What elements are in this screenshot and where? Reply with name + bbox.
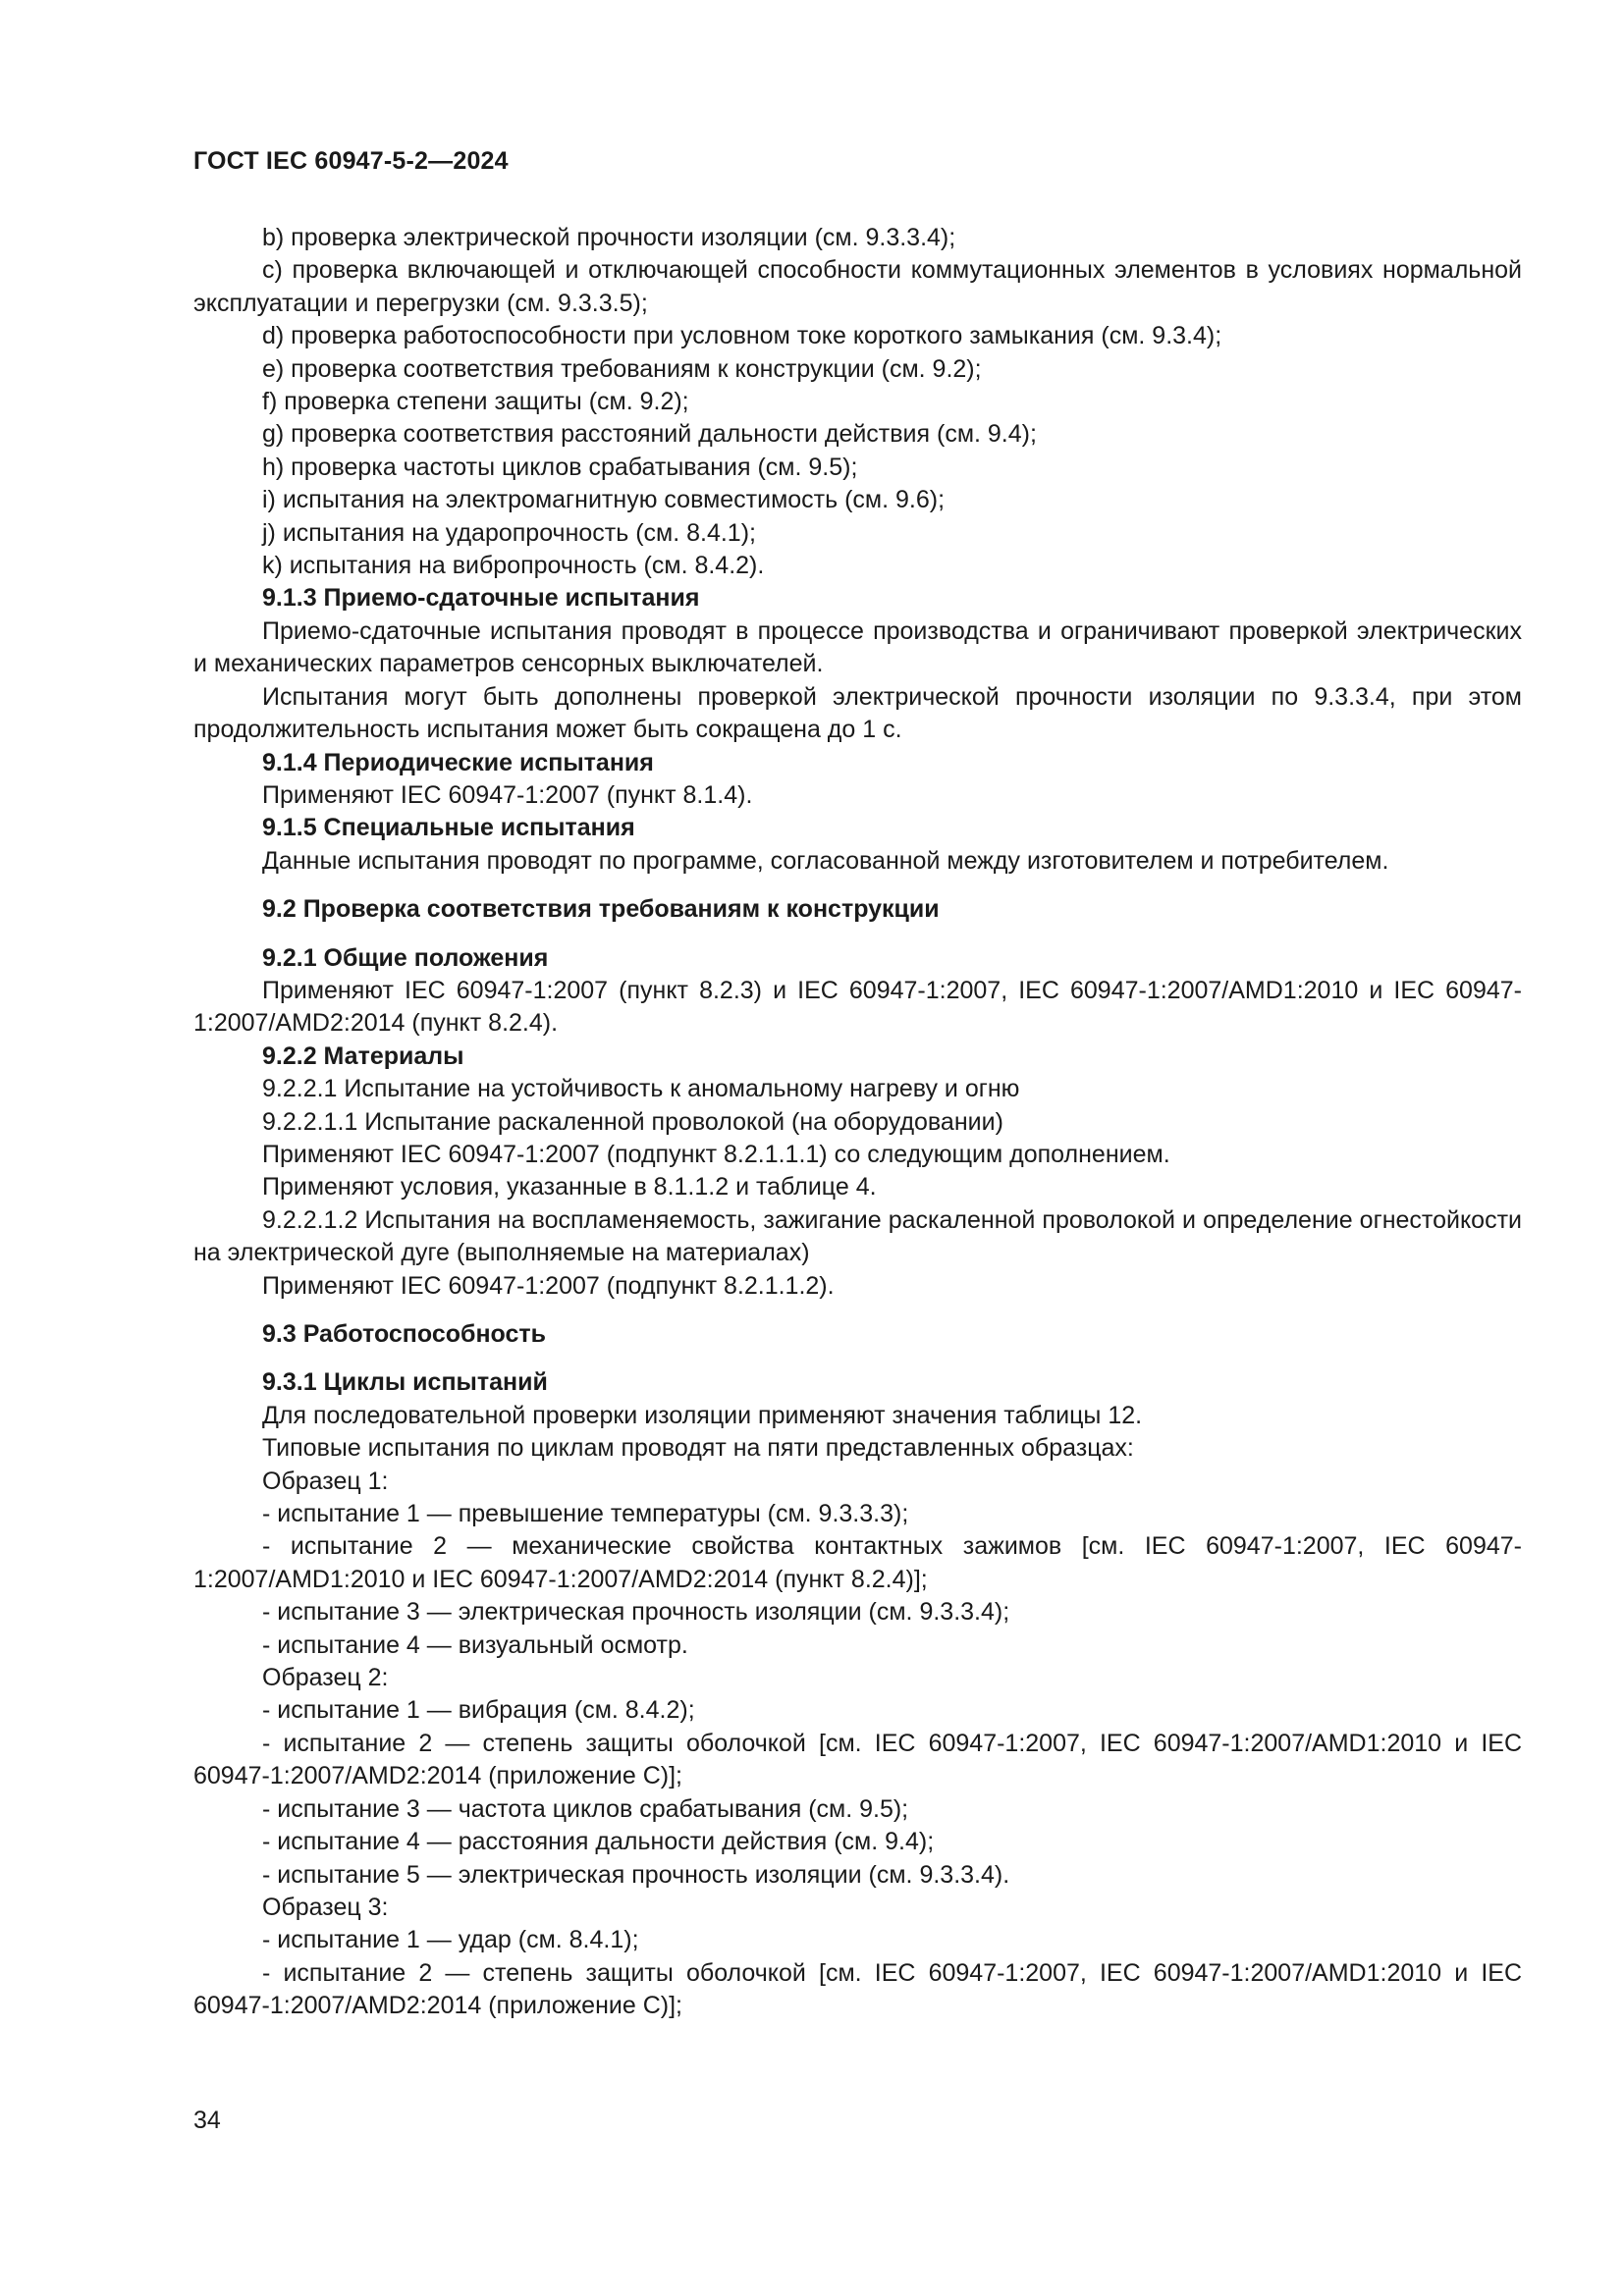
list-item: - испытание 4 — расстояния дальности действия (см. 9.4); — [262, 1828, 935, 1856]
list-item: - испытание 1 — вибрация (см. 8.4.2); — [262, 1696, 695, 1725]
list-item-b: b) проверка электрической прочности изоляции (см. 9.3.3.4); — [262, 224, 956, 251]
section-heading-9-2: 9.2 Проверка соответствия требованиям к конструкции — [262, 895, 940, 924]
subsection-title: 9.2.2.1 Испытание на устойчивость к аномальному нагреву и огню — [262, 1075, 1020, 1103]
list-item: - испытание 1 — превышение температуры (см. 9.3.3.3); — [262, 1500, 909, 1528]
paragraph: Применяют условия, указанные в 8.1.1.2 и таблице 4. — [262, 1173, 877, 1201]
section-heading-9-3-1: 9.3.1 Циклы испытаний — [262, 1368, 548, 1397]
paragraph: Применяют IEC 60947-1:2007 (подпункт 8.2.1.1.2). — [262, 1271, 835, 1300]
list-item: - испытание 2 — механические свойства контактных зажимов [см. IEC 60947-1:2007, IEC 60947-1:2007/AMD1:2010 и IEC 60947-1:2007/AMD2:2014 (пункт 8.2.4)]; — [193, 1532, 1522, 1593]
list-item: - испытание 2 — степень защиты оболочкой [см. IEC 60947-1:2007, IEC 60947-1:2007/AMD1:2010 и IEC 60947-1:2007/AMD2:2014 (приложение С)]; — [193, 1958, 1522, 2020]
paragraph: Данные испытания проводят по программе, согласованной между изготовителем и потребителем. — [262, 846, 1389, 875]
list-item-h: h) проверка частоты циклов срабатывания (см. 9.5); — [262, 453, 858, 481]
list-item-c: c) проверка включающей и отключающей способности коммутационных элементов в условиях нормальной эксплуатации и перегрузки (см. 9.3.3.5); — [193, 256, 1522, 317]
document-header: ГОСТ IEC 60947-5-2—2024 — [193, 147, 509, 175]
paragraph: Применяют IEC 60947-1:2007 (пункт 8.2.3) и IEC 60947-1:2007, IEC 60947-1:2007/AMD1:2010 и IEC 60947-1:2007/AMD2:2014 (пункт 8.2.4). — [193, 976, 1522, 1038]
paragraph: 9.2.2.1.2 Испытания на воспламеняемость, зажигание раскаленной проволокой и определение огнестойкости на электрической дуге (выполняемые на материалах) — [193, 1205, 1522, 1267]
section-heading-9-2-1: 9.2.1 Общие положения — [262, 943, 549, 972]
list-item: - испытание 3 — электрическая прочность изоляции (см. 9.3.3.4); — [262, 1598, 1010, 1627]
list-item-i: i) испытания на электромагнитную совместимость (см. 9.6); — [262, 486, 946, 514]
list-item: - испытание 5 — электрическая прочность изоляции (см. 9.3.3.4). — [262, 1860, 1010, 1889]
paragraph: Применяют IEC 60947-1:2007 (подпункт 8.2.1.1.1) со следующим дополнением. — [262, 1140, 1170, 1168]
list-item-e: e) проверка соответствия требованиям к конструкции (см. 9.2); — [262, 354, 982, 383]
list-item-f: f) проверка степени защиты (см. 9.2); — [262, 388, 689, 416]
sample-label: Образец 3: — [262, 1893, 389, 1921]
section-heading-9-3: 9.3 Работоспособность — [262, 1320, 547, 1348]
section-heading-9-2-2: 9.2.2 Материалы — [262, 1041, 464, 1070]
list-item-j: j) испытания на ударопрочность (см. 8.4.1); — [262, 518, 756, 547]
list-item-d: d) проверка работоспособности при условном токе короткого замыкания (см. 9.3.4); — [262, 322, 1222, 350]
list-item: - испытание 3 — частота циклов срабатывания (см. 9.5); — [262, 1794, 909, 1823]
paragraph: Приемо-сдаточные испытания проводят в процессе производства и ограничивают проверкой электрических и механических параметров сенсорных выключателей. — [193, 616, 1522, 678]
list-item: - испытание 1 — удар (см. 8.4.1); — [262, 1926, 639, 1954]
paragraph: Применяют IEC 60947-1:2007 (пункт 8.1.4). — [262, 780, 753, 809]
sample-label: Образец 1: — [262, 1467, 389, 1495]
section-heading-9-1-3: 9.1.3 Приемо-сдаточные испытания — [262, 584, 700, 613]
subsection-title: 9.2.2.1.1 Испытание раскаленной проволокой (на оборудовании) — [262, 1107, 1003, 1136]
paragraph: Испытания могут быть дополнены проверкой электрической прочности изоляции по 9.3.3.4, при этом продолжительность испытания может быть сокращена до 1 с. — [193, 682, 1522, 744]
section-heading-9-1-4: 9.1.4 Периодические испытания — [262, 748, 654, 776]
paragraph: Для последовательной проверки изоляции применяют значения таблицы 12. — [262, 1401, 1143, 1429]
document-body — [193, 222, 1522, 2023]
list-item: - испытание 2 — степень защиты оболочкой [см. IEC 60947-1:2007, IEC 60947-1:2007/AMD1:2010 и IEC 60947-1:2007/AMD2:2014 (приложение С)]; — [193, 1729, 1522, 1790]
section-heading-9-1-5: 9.1.5 Специальные испытания — [262, 814, 635, 842]
list-item-k: k) испытания на вибропрочность (см. 8.4.2). — [262, 552, 765, 580]
list-item-g: g) проверка соответствия расстояний дальности действия (см. 9.4); — [262, 420, 1037, 449]
page-number: 34 — [193, 2107, 221, 2134]
document-page — [193, 0, 1522, 2296]
paragraph: Типовые испытания по циклам проводят на пяти представленных образцах: — [262, 1434, 1134, 1463]
list-item: - испытание 4 — визуальный осмотр. — [262, 1630, 688, 1659]
sample-label: Образец 2: — [262, 1664, 389, 1692]
